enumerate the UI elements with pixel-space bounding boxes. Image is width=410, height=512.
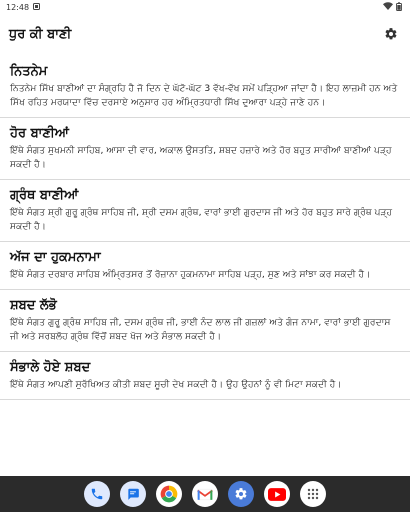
messages-icon xyxy=(126,487,140,501)
app-dock xyxy=(84,481,326,507)
status-time: 12:48 xyxy=(6,2,30,12)
phone-icon xyxy=(90,487,104,501)
gmail-app-button[interactable] xyxy=(192,481,218,507)
section-title: ਅੱਜ ਦਾ ਹੁਕਮਨਾਮਾ xyxy=(10,250,101,265)
settings-gear-button[interactable] xyxy=(382,25,400,43)
app-title: ਧੁਰ ਕੀ ਬਾਣੀ xyxy=(9,26,72,42)
gmail-icon xyxy=(197,488,213,501)
chrome-app-button[interactable] xyxy=(156,481,182,507)
section-title: ਸ਼ਬਦ ਲੱਭੋ xyxy=(10,298,57,313)
section-title: ਸੰਭਾਲੇ ਹੋਏ ਸ਼ਬਦ xyxy=(10,360,91,375)
app-drawer-button[interactable] xyxy=(300,481,326,507)
menu-list xyxy=(0,56,410,476)
menu-item-hukamnama[interactable] xyxy=(0,242,410,290)
notification-icon xyxy=(33,3,40,12)
menu-item-other-banis[interactable] xyxy=(0,118,410,180)
app-bar xyxy=(0,14,410,54)
settings-icon xyxy=(234,487,248,501)
section-description: ਇੱਥੇ ਸੰਗਤ ਗੁਰੂ ਗ੍ਰੰਥ ਸਾਹਿਬ ਜੀ, ਦਸਮ ਗ੍ਰੰਥ ਜੀ, ਭਾਈ ਨੰਦ ਲਾਲ ਜੀ ਗਜ਼ਲਾਂ ਅਤੇ ਗੰਜ ਨਾਮਾ, ਵਾਰਾਂ ਭਾਈ ਗੁਰਦਾਸ ਜੀ ਅਤੇ ਸਰਬਲੋਹ ਗ੍ਰੰਥ ਵਿੱਚੋਂ ਸ਼ਬਦ ਖੋਜ ਅਤੇ ਸੰਭਾਲ ਸਕਦੀ ਹੈ। xyxy=(10,317,391,342)
battery-icon xyxy=(396,2,402,13)
menu-item-nitnem[interactable] xyxy=(0,56,410,118)
section-description: ਨਿਤਨੇਮ ਸਿੱਖ ਬਾਣੀਆਂ ਦਾ ਸੰਗ੍ਰਹਿ ਹੈ ਜੋ ਦਿਨ ਦੇ ਘੱਟੋ-ਘੱਟ 3 ਵੱਖ-ਵੱਖ ਸਮੇਂ ਪੜ੍ਹਿਆ ਜਾਂਦਾ ਹੈ। ਇਹ ਲਾਜ਼ਮੀ ਹਨ ਅਤੇ ਸਿੱਖ ਰਹਿਤ ਮਰਯਾਦਾ ਵਿੱਚ ਦਰਸਾਏ ਅਨੁਸਾਰ ਹਰ ਅੰਮ੍ਰਿਤਧਾਰੀ ਸਿੱਖ ਦੁਆਰਾ ਪੜ੍ਹੇ ਜਾਣੇ ਹਨ। xyxy=(10,83,398,108)
menu-item-saved-shabads[interactable] xyxy=(0,352,410,400)
menu-item-search-shabad[interactable] xyxy=(0,290,410,352)
section-description: ਇੱਥੇ ਸੰਗਤ ਸ਼੍ਰੀ ਗੁਰੂ ਗ੍ਰੰਥ ਸਾਹਿਬ ਜੀ, ਸ਼੍ਰੀ ਦਸਮ ਗ੍ਰੰਥ, ਵਾਰਾਂ ਭਾਈ ਗੁਰਦਾਸ ਜੀ ਅਤੇ ਹੋਰ ਬਹੁਤ ਸਾਰੇ ਗ੍ਰੰਥ ਪੜ੍ਹ ਸਕਦੀ ਹੈ। xyxy=(10,207,393,232)
wifi-icon xyxy=(383,2,393,12)
settings-app-button[interactable] xyxy=(228,481,254,507)
gear-icon xyxy=(384,27,398,41)
youtube-icon xyxy=(268,488,286,501)
section-description: ਇੱਥੇ ਸੰਗਤ ਸੁਖਮਨੀ ਸਾਹਿਬ, ਆਸਾ ਦੀ ਵਾਰ, ਅਕਾਲ ਉਸਤਤਿ, ਸ਼ਬਦ ਹਜ਼ਾਰੇ ਅਤੇ ਹੋਰ ਬਹੁਤ ਸਾਰੀਆਂ ਬਾਣੀਆਂ ਪੜ੍ਹ ਸਕਦੀ ਹੈ। xyxy=(10,145,392,170)
messages-app-button[interactable] xyxy=(120,481,146,507)
phone-app-button[interactable] xyxy=(84,481,110,507)
section-title: ਨਿਤਨੇਮ xyxy=(10,64,48,79)
youtube-app-button[interactable] xyxy=(264,481,290,507)
section-description: ਇੱਥੇ ਸੰਗਤ ਆਪਣੀ ਸੁਰੱਖਿਅਤ ਕੀਤੀ ਸ਼ਬਦ ਸੂਚੀ ਦੇਖ ਸਕਦੀ ਹੈ। ਉਹ ਉਹਨਾਂ ਨੂੰ ਵੀ ਮਿਟਾ ਸਕਦੀ ਹੈ। xyxy=(10,379,342,390)
menu-item-granth-banis[interactable] xyxy=(0,180,410,242)
chrome-icon xyxy=(159,484,179,504)
section-title: ਗ੍ਰੰਥ ਬਾਣੀਆਂ xyxy=(10,188,79,203)
taskbar xyxy=(0,476,410,512)
app-drawer-icon xyxy=(307,488,319,500)
status-bar xyxy=(0,0,410,14)
section-title: ਹੋਰ ਬਾਣੀਆਂ xyxy=(10,126,69,141)
section-description: ਇੱਥੇ ਸੰਗਤ ਦਰਬਾਰ ਸਾਹਿਬ ਅੰਮ੍ਰਿਤਸਰ ਤੋਂ ਰੋਜ਼ਾਨਾ ਹੁਕਮਨਾਮਾ ਸਾਹਿਬ ਪੜ੍ਹ, ਸੁਣ ਅਤੇ ਸਾਂਝਾ ਕਰ ਸਕਦੀ ਹੈ। xyxy=(10,269,371,280)
